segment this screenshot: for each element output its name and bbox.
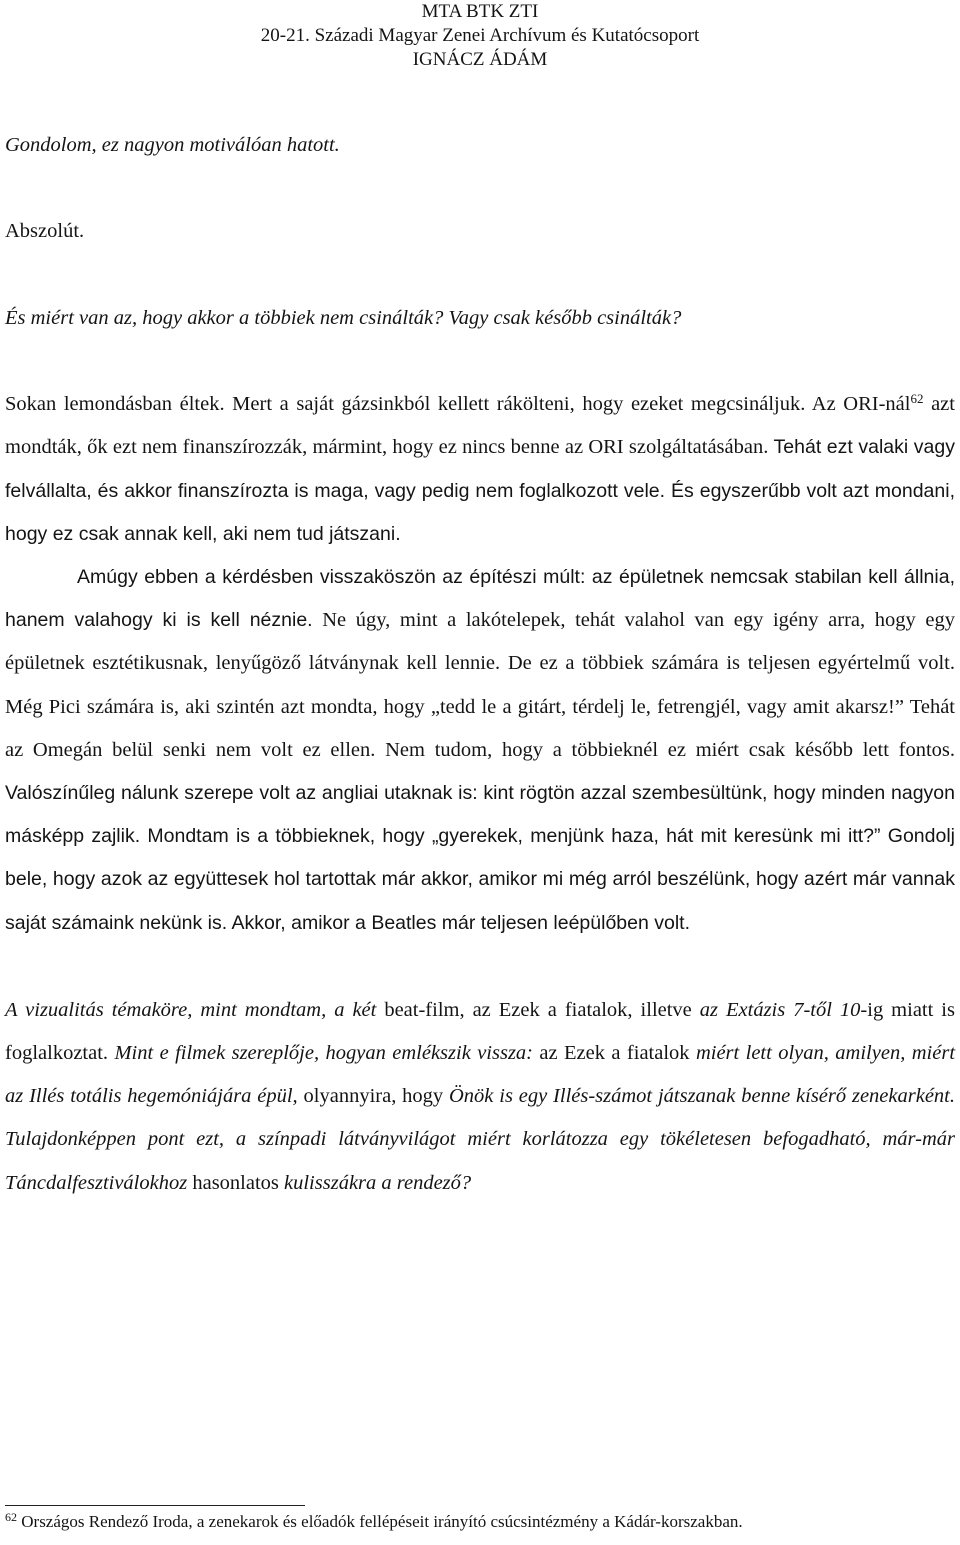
- q3-part-2: beat-film, az Ezek a fiatalok, illetve: [376, 998, 700, 1021]
- q3-part-3: az Extázis 7-től 10: [699, 998, 861, 1021]
- question-1: Gondolom, ez nagyon motiválóan hatott.: [5, 134, 340, 156]
- q3-part-9: Önök is egy Illés-számot játszanak benne kísérő zenekarként. Tulajdonképpen pont ezt, a színpadi látványvilágot miért korlátozza egy tökéletesen befogadható, már-már Táncdalfesztiválokhoz: [5, 1085, 955, 1194]
- q3-part-7: miért lett olyan, amilyen, miért az Illés totális hegemóniájára épül,: [5, 1042, 956, 1108]
- answer-2-part-5: Ne úgy, mint a lakótelepek, tehát valahol van egy igény arra, hogy egy épületnek esztétikusnak, lenyűgöző látványnak kell lennie. De ez a többiek számára is teljesen egyértelmű volt. Még Pici számára is, aki szintén azt mondta, hogy „tedd le a gitárt, térdelj le, fetrengjél, vagy amit akarsz!” Tehát az Omegán belül senki nem volt ez ellen. Nem tudom, hogy a többieknél ez miért csak később lett fontos.: [5, 609, 955, 761]
- footnote-divider: [5, 1505, 305, 1506]
- answer-2-continued: [5, 556, 955, 945]
- answer-2-part-3: Tehát ezt valaki vagy felvállalta, és akkor finanszírozta is maga, vagy pedig nem foglalkozott vele. És egyszerűbb volt azt mondani, hogy ez csak annak kell, aki nem tud játszani.: [5, 436, 955, 545]
- answer-1: Abszolút.: [5, 220, 85, 242]
- page-header: [0, 0, 960, 72]
- answer-2-part-6: Valószínűleg nálunk szerepe volt az angliai utaknak is: kint rögtön azzal szembesültünk, hogy minden nagyon másképp zajlik. Mondtam is a többieknek, hogy „gyerekek, menjünk haza, hát mit keresünk mi itt?” Gondolj bele, hogy azok az együttesek hol tartottak már akkor, amikor mi még arról beszélünk, hogy azért már vannak saját számaink nekünk is. Akkor, amikor a Beatles már teljesen leépülőben volt.: [5, 782, 955, 934]
- question-2: És miért van az, hogy akkor a többiek nem csinálták? Vagy csak később csinálták?: [5, 307, 682, 330]
- question-3: [5, 989, 955, 1205]
- answer-2: [5, 383, 955, 556]
- interview-body: [5, 124, 955, 1205]
- q3-part-6: az Ezek a fiatalok: [533, 1042, 696, 1065]
- q3-part-10: hasonlatos: [187, 1171, 285, 1194]
- answer-2-part-4: Amúgy ebben a kérdésben visszaköszön az építészi múlt: az épületnek nemcsak stabilan kell állnia, hanem valahogy ki is kell néznie.: [5, 566, 955, 632]
- answer-2-part-1: Sokan lemondásban éltek. Mert a saját gázsinkból kellett rákölteni, hogy ezeket megcsináljuk. Az ORI-nál: [5, 393, 911, 416]
- header-author: IGNÁCZ ÁDÁM: [412, 49, 548, 70]
- footnote: [5, 1510, 955, 1534]
- header-archive: 20-21. Századi Magyar Zenei Archívum és Kutatócsoport: [260, 25, 700, 46]
- q3-part-8: olyannyira, hogy: [297, 1085, 449, 1108]
- footnote-reference: 62: [910, 391, 924, 407]
- q3-part-5: Mint e filmek szereplője, hogyan emlékszik vissza:: [114, 1042, 534, 1065]
- q3-part-1: A vizualitás témaköre, mint mondtam, a két: [5, 998, 377, 1021]
- footnote-text: Országos Rendező Iroda, a zenekarok és előadók fellépéseit irányító csúcsintézmény a Kádár-korszakban.: [17, 1512, 743, 1531]
- footnote-number: 62: [5, 1510, 17, 1524]
- header-institute: MTA BTK ZTI: [421, 1, 539, 22]
- answer-2-part-2: azt mondták, ők ezt nem finanszírozzák, mármint, hogy ez nincs benne az ORI szolgáltatásában.: [5, 393, 955, 459]
- q3-part-4: -ig miatt is foglalkoztat.: [5, 998, 955, 1065]
- q3-part-11: kulisszákra a rendező?: [284, 1171, 472, 1194]
